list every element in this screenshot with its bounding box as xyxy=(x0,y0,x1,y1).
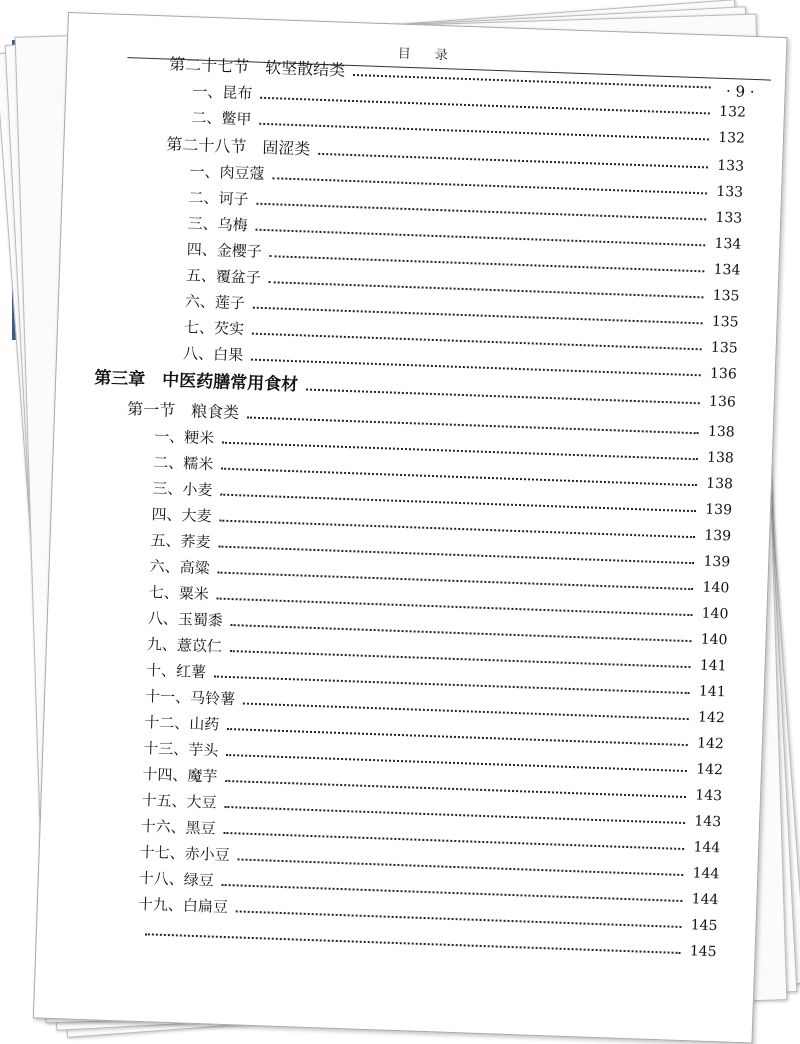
toc-entry-title: 十三、芋头 xyxy=(143,739,219,760)
toc-entry-title: 一、昆布 xyxy=(191,82,253,103)
toc-entry-title: 第三章 中医药膳常用食材 xyxy=(93,368,299,396)
toc-entry-title: 十四、魔芋 xyxy=(142,765,218,786)
toc-page-number: 135 xyxy=(711,313,739,331)
toc-entry-title: 五、覆盆子 xyxy=(185,266,262,287)
toc-entry-title: 二、糯米 xyxy=(153,453,214,474)
toc-page-number: 132 xyxy=(718,103,747,121)
toc-page-number: 141 xyxy=(699,657,727,675)
toc-page-number: 142 xyxy=(695,761,724,779)
toc-page-number: 133 xyxy=(716,183,744,201)
toc-page-number: 138 xyxy=(707,423,736,441)
toc-entry-title: 七、芡实 xyxy=(183,318,245,339)
toc-entry-title: 四、金樱子 xyxy=(186,240,263,261)
toc-page-number: 139 xyxy=(705,501,733,519)
toc-page-number: 142 xyxy=(696,735,725,753)
toc-entry-title: 十二、山药 xyxy=(143,713,220,734)
toc-page-number: 144 xyxy=(693,839,721,857)
page-number: · 9 · xyxy=(725,82,755,102)
toc-page-number: 139 xyxy=(704,527,732,545)
toc-entry-title: 十九、白扁豆 xyxy=(137,894,229,917)
toc-page-number: 140 xyxy=(700,631,728,649)
toc-page-number: 134 xyxy=(713,261,741,279)
toc-entry-title: 一、粳米 xyxy=(153,427,215,448)
toc-entry-title: 八、玉蜀黍 xyxy=(147,609,224,630)
toc-entry-title: 二、鳖甲 xyxy=(191,108,252,129)
toc-page-number: 136 xyxy=(708,393,737,411)
toc-page-number: 132 xyxy=(717,129,746,147)
toc-page-number: 144 xyxy=(692,865,720,883)
toc-page-number: 142 xyxy=(697,709,726,727)
toc-page-number: 145 xyxy=(689,943,717,961)
toc-entry-title: 十五、大豆 xyxy=(141,791,217,812)
toc-page-number: 139 xyxy=(703,553,731,571)
toc-entry-title: 二、诃子 xyxy=(188,188,249,209)
toc-page-number: 144 xyxy=(691,891,719,909)
toc-page-number: 140 xyxy=(702,579,730,597)
toc-entry-title: 一、肉豆蔻 xyxy=(189,162,265,183)
toc-entry-title: 三、乌梅 xyxy=(187,214,248,235)
toc-page-number: 141 xyxy=(698,683,726,701)
toc-page-number: 135 xyxy=(710,339,738,357)
toc-page-number: 143 xyxy=(694,813,722,831)
toc-entry-title: 八、白果 xyxy=(182,344,244,365)
toc-entry-title: 六、高粱 xyxy=(149,557,211,578)
toc-entry-title: 十一、马铃薯 xyxy=(144,687,236,709)
toc-entry-title: 第二十八节 固涩类 xyxy=(166,134,311,159)
toc-page-number: 133 xyxy=(717,157,745,175)
running-title: 目 录 xyxy=(397,46,459,64)
toc-page-number: 145 xyxy=(690,917,718,935)
toc-page-number: 138 xyxy=(705,475,734,493)
toc-entry-title: 第一节 粮食类 xyxy=(126,399,240,423)
toc-entry-title: 四、大麦 xyxy=(151,505,212,526)
toc-entry-title: 三、小麦 xyxy=(152,479,213,500)
toc-entry-title: 第二十七节 软坚散结类 xyxy=(168,54,346,80)
toc-entry-title: 十八、绿豆 xyxy=(138,869,215,890)
toc-page xyxy=(33,12,788,1044)
toc-entry-title: 九、薏苡仁 xyxy=(146,635,223,656)
toc-page-number: 133 xyxy=(715,209,743,227)
toc-page-number: 135 xyxy=(712,287,740,305)
toc-page-number: 134 xyxy=(714,235,742,253)
toc-page-number: 143 xyxy=(695,787,723,805)
toc-page-number: 136 xyxy=(709,365,738,383)
toc-entry-title: 十六、黑豆 xyxy=(140,817,216,838)
toc-entry-title: 六、莲子 xyxy=(184,292,246,313)
toc-entry-title: 七、粟米 xyxy=(148,583,210,604)
dot-leader xyxy=(145,932,681,954)
toc-page-number: 140 xyxy=(701,605,729,623)
toc-page-number: 138 xyxy=(706,449,735,467)
toc-entry-title: 五、荞麦 xyxy=(150,531,211,552)
toc-entry-title: 十七、赤小豆 xyxy=(139,843,231,865)
toc-entry-title: 十、红薯 xyxy=(145,661,207,682)
